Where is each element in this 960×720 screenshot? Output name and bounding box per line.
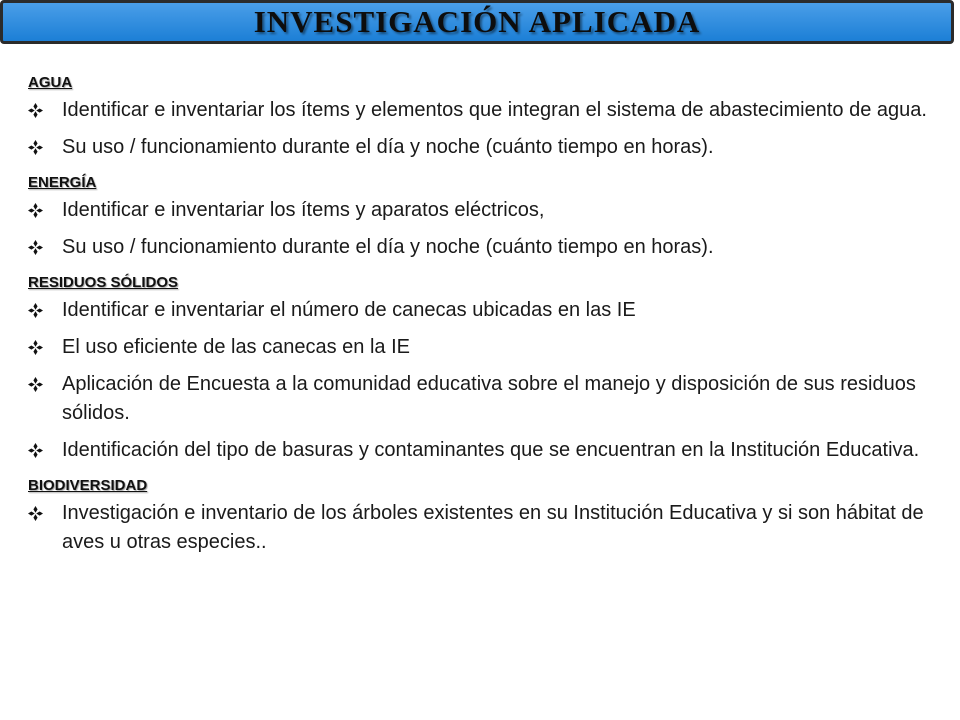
list-item-text: El uso eficiente de las canecas en la IE: [62, 336, 410, 358]
content-area: [28, 70, 943, 565]
list-item: [28, 499, 943, 557]
page-title: INVESTIGACIÓN APLICADA: [253, 4, 701, 39]
list-item: [28, 133, 943, 162]
section-residuos-solidos: [28, 270, 943, 465]
section-biodiversidad: [28, 473, 943, 557]
list-item: [28, 233, 943, 262]
diamond-bullet-icon: [28, 370, 62, 399]
list-item: [28, 436, 943, 465]
title-banner: [0, 0, 954, 44]
diamond-bullet-icon: [28, 333, 62, 362]
list-item: [28, 96, 943, 125]
section-heading-agua: AGUA: [28, 74, 73, 91]
diamond-bullet-icon: [28, 233, 62, 262]
section-agua: [28, 70, 943, 162]
list-item-text: Investigación e inventario de los árboles existentes en su Institución Educativa y si son hábitat de aves u otras especies..: [62, 502, 924, 553]
list-item: [28, 296, 943, 325]
list-item-text: Identificar e inventariar el número de canecas ubicadas en las IE: [62, 299, 636, 321]
list-item-text: Identificación del tipo de basuras y contaminantes que se encuentran en la Institución Educativa.: [62, 439, 920, 461]
list-item: [28, 196, 943, 225]
list-item-text: Identificar e inventariar los ítems y elementos que integran el sistema de abastecimiento de agua.: [62, 99, 927, 121]
list-item-text: Identificar e inventariar los ítems y aparatos eléctricos,: [62, 199, 545, 221]
section-heading-residuos-solidos: RESIDUOS SÓLIDOS: [28, 274, 179, 291]
diamond-bullet-icon: [28, 133, 62, 162]
section-heading-energia: ENERGÍA: [28, 174, 97, 191]
list-item: [28, 333, 943, 362]
diamond-bullet-icon: [28, 196, 62, 225]
diamond-bullet-icon: [28, 296, 62, 325]
list-item-text: Aplicación de Encuesta a la comunidad educativa sobre el manejo y disposición de sus residuos sólidos.: [62, 373, 916, 424]
section-heading-biodiversidad: BIODIVERSIDAD: [28, 477, 148, 494]
diamond-bullet-icon: [28, 96, 62, 125]
list-item: [28, 370, 943, 428]
diamond-bullet-icon: [28, 499, 62, 528]
list-item-text: Su uso / funcionamiento durante el día y noche (cuánto tiempo en horas).: [62, 236, 714, 258]
list-item-text: Su uso / funcionamiento durante el día y noche (cuánto tiempo en horas).: [62, 136, 714, 158]
section-energia: [28, 170, 943, 262]
diamond-bullet-icon: [28, 436, 62, 465]
